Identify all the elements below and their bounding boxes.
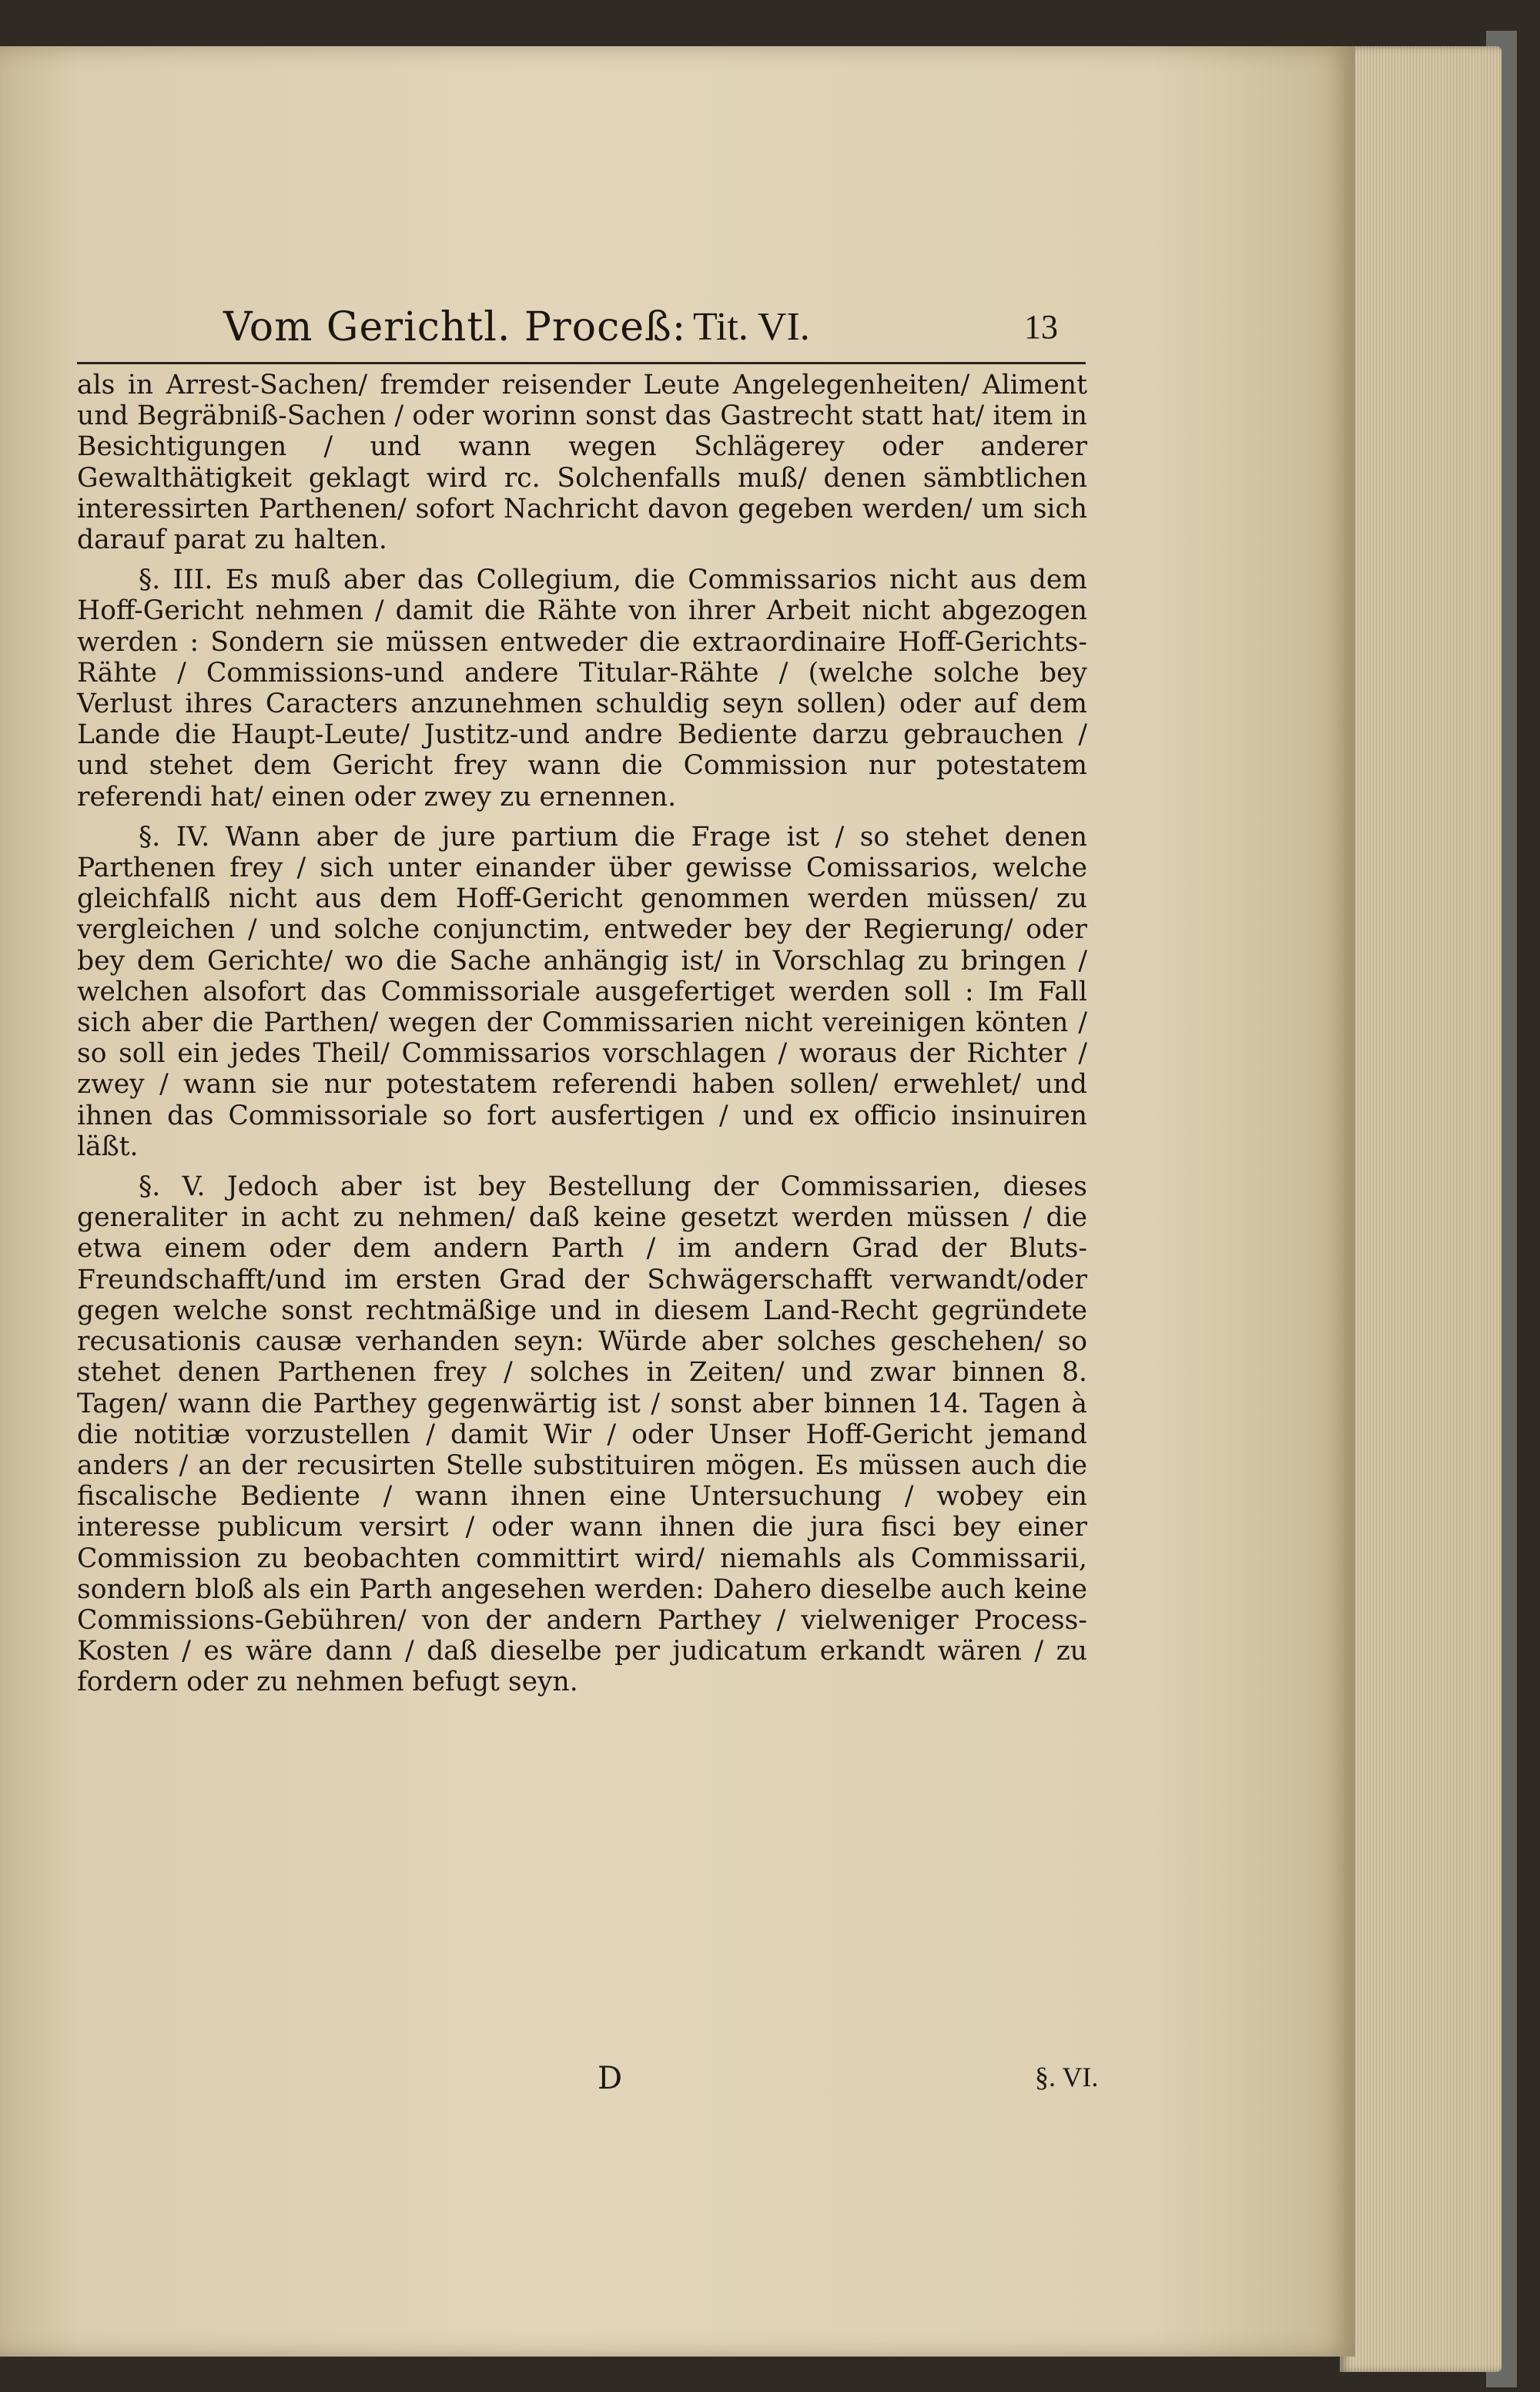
body-text [77, 370, 1087, 1698]
page-number: 13 [1024, 308, 1058, 346]
page-edges [1340, 46, 1502, 2372]
paragraph-continuation: als in Arrest-Sachen/ fremder reisender Leute Angelegenheiten/ Aliment und Begräbniß-Sachen / oder worinn sonst das Gastrecht statt hat/ item in Besichtigungen / und wann wegen Schlägerey oder anderer Gewalthätigkeit geklagt wird rc. Solchenfalls muß/ denen sämbtlichen interessirten Parthenen/ sofort Nachricht davon gegeben werden/ um sich darauf parat zu halten. [77, 370, 1087, 556]
paragraph-section-4: §. IV. Wann aber de jure partium die Frage ist / so stehet denen Parthenen frey / sich unter einander über gewisse Comissarios, welche gleichfalß nicht aus dem Hoff-Gericht genommen werden müssen/ zu vergleichen / und solche conjunctim, entweder bey der Regierung/ oder bey dem Gerichte/ wo die Sache anhängig ist/ in Vorschlag zu bringen / welchen alsofort das Commissoriale ausgefertiget werden soll : Im Fall sich aber die Parthen/ wegen der Commissarien nicht vereinigen könten / so soll ein jedes Theil/ Commissarios vorschlagen / woraus der Richter / zwey / wann sie nur potestatem referendi haben sollen/ erwehlet/ und ihnen das Commissoriale so fort ausfertigen / und ex officio insinuiren läßt. [77, 821, 1087, 1162]
running-head-title: Vom Gerichtl. Proceß: [223, 304, 687, 350]
paragraph-section-3: §. III. Es muß aber das Collegium, die Commissarios nicht aus dem Hoff-Gericht nehmen / damit die Rähte von ihrer Arbeit nicht abgezogen werden : Sondern sie müssen entweder die extraordinaire Hoff-Gerichts-Rähte / Commissions-und andere Titular-Rähte / (welche solche bey Verlust ihres Caracters anzunehmen schuldig seyn sollen) oder auf dem Lande die Haupt-Leute/ Justitz-und andre Bediente darzu gebrauchen / und stehet dem Gericht frey wann die Commission nur potestatem referendi hat/ einen oder zwey zu ernennen. [77, 564, 1087, 812]
catchword: §. VI. [1035, 2062, 1099, 2092]
running-head-section: Tit. VI. [693, 305, 810, 349]
paragraph-section-5: §. V. Jedoch aber ist bey Bestellung der Commissarien, dieses generaliter in acht zu nehmen/ daß keine gesetzt werden müssen / die etwa einem oder dem andern Parth / im andern Grad der Bluts-Freundschafft/und im ersten Grad der Schwägerschafft verwandt/oder gegen welche sonst rechtmäßige und in diesem Land-Recht gegründete recusationis causæ verhanden seyn: Würde aber solches geschehen/ so stehet denen Parthenen frey / solches in Zeiten/ und zwar binnen 8. Tagen/ wann die Parthey gegenwärtig ist / sonst aber binnen 14. Tagen à die notitiæ vorzustellen / damit Wir / oder Unser Hoff-Gericht jemand anders / an der recusirten Stelle substituiren mögen. Es müssen auch die fiscalische Bediente / wann ihnen eine Untersuchung / wobey ein interesse publicum versirt / oder wann ihnen die jura fisci bey einer Commission zu beobachten committirt wird/ niemahls als Commissarii, sondern bloß als ein Parth angesehen werden: Dahero dieselbe auch keine Commissions-Gebühren/ von der andern Parthey / vielweniger Process-Kosten / es wäre dann / daß dieselbe per judicatum erkandt wären / zu fordern oder zu nehmen befugt seyn. [77, 1171, 1087, 1698]
running-head [223, 304, 1086, 352]
signature-mark: D [598, 2061, 623, 2096]
header-rule [77, 362, 1086, 364]
